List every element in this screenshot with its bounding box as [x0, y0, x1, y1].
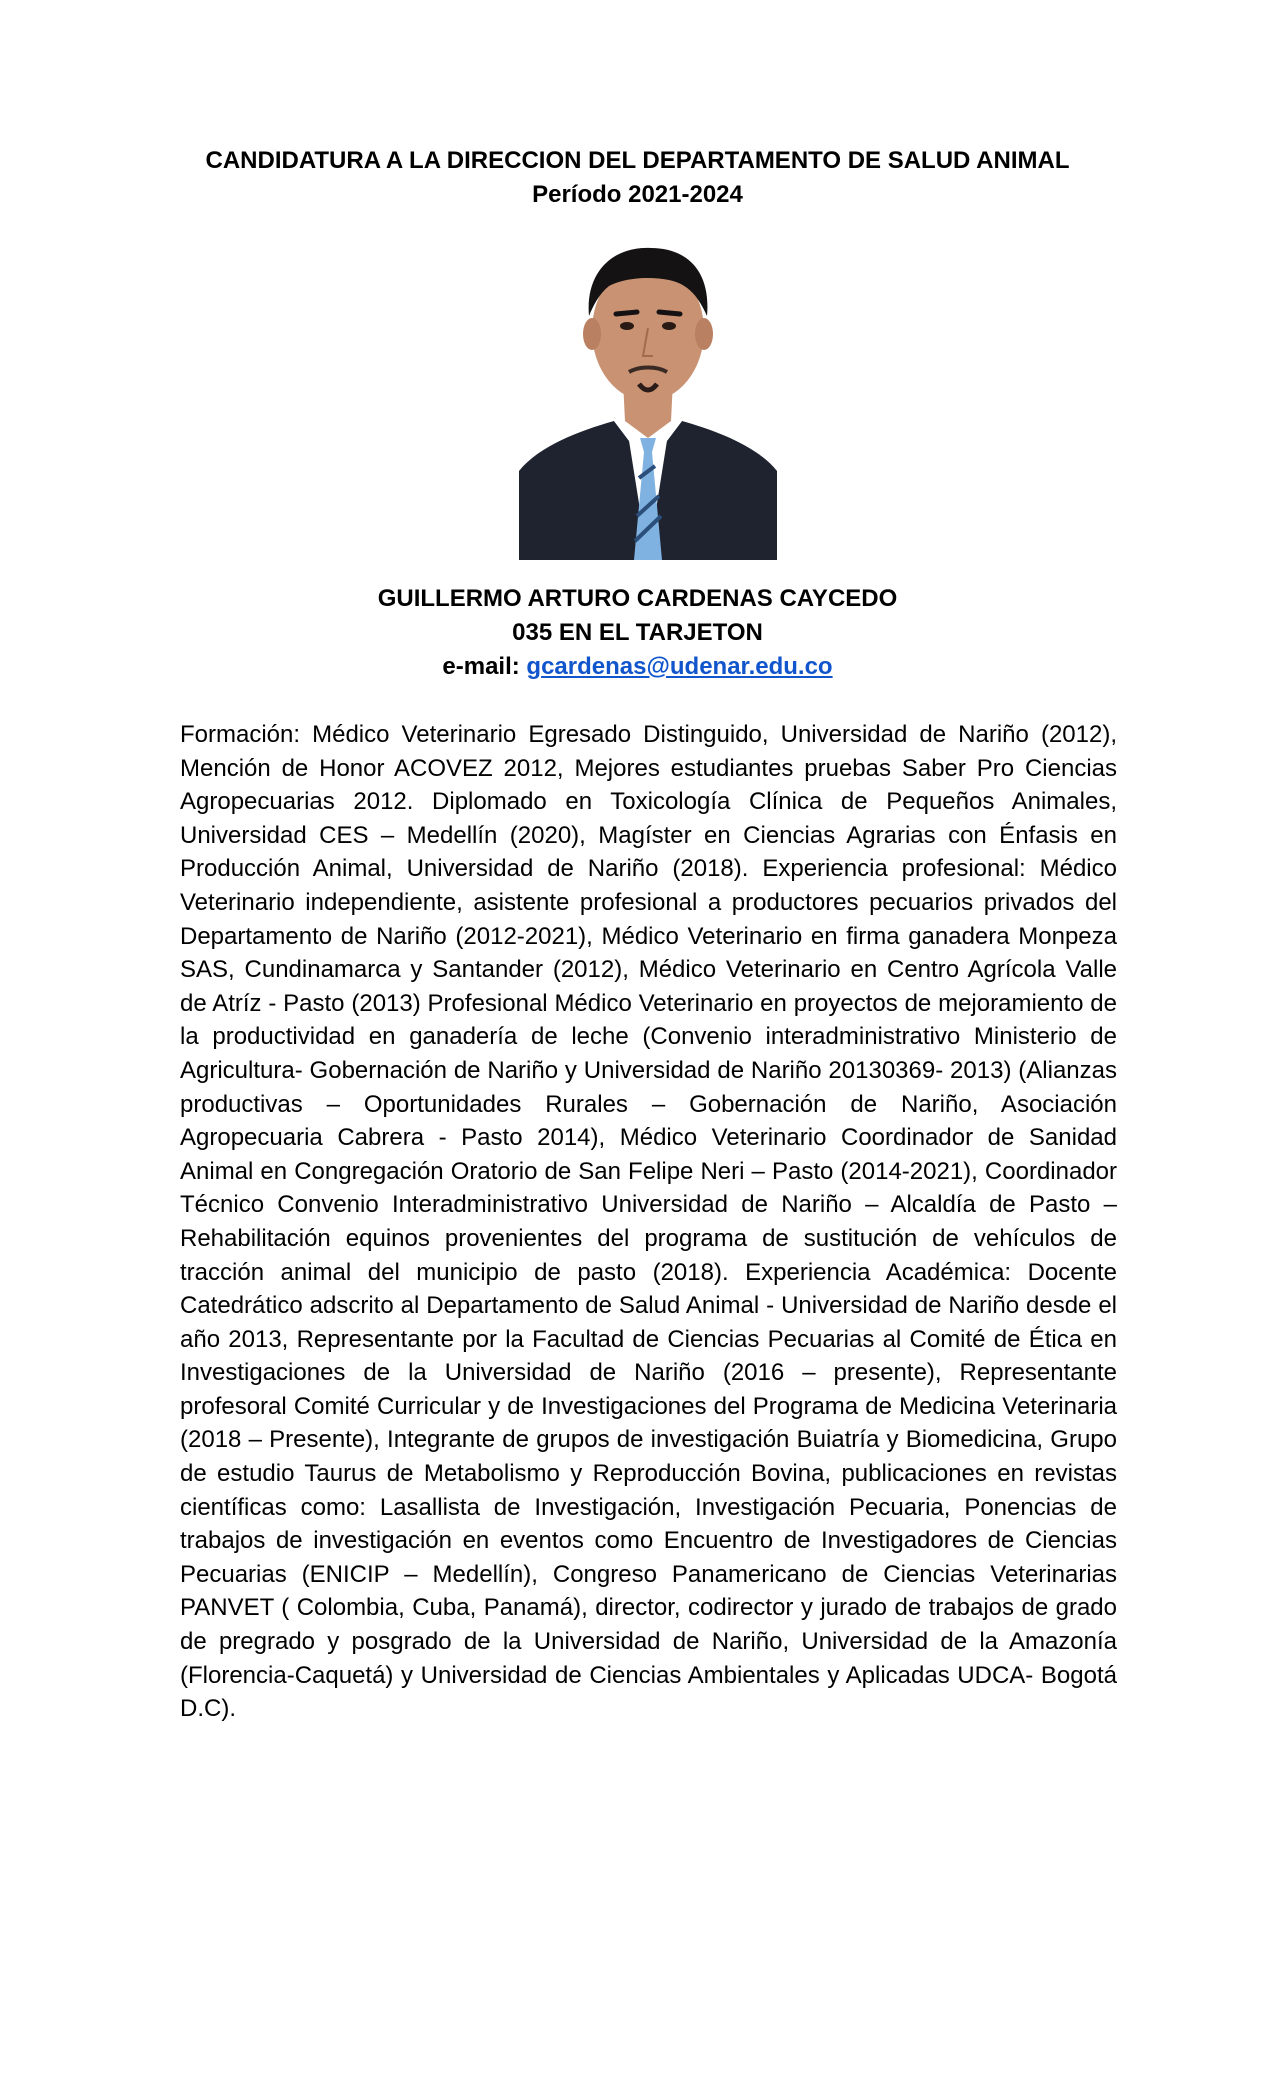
email-link[interactable]: gcardenas@udenar.edu.co — [526, 653, 833, 680]
candidate-portrait-illustration — [519, 216, 777, 560]
email-line — [0, 652, 1275, 682]
email-label: e-mail: — [442, 653, 520, 680]
document-period: Período 2021-2024 — [532, 181, 743, 208]
candidate-name: GUILLERMO ARTURO CARDENAS CAYCEDO — [377, 585, 898, 612]
candidate-bio: Formación: Médico Veterinario Egresado Distinguido, Universidad de Nariño (2012), Mención de Honor ACOVEZ 2012, Mejores estudiantes pruebas Saber Pro Ciencias Agropecuarias 2012. Diplomado en Toxicología Clínica de Pequeños Animales, Universidad CES – Medellín (2020), Magíster en Ciencias Agrarias con Énfasis en Producción Animal, Universidad de Nariño (2018). Experiencia profesional: Médico Veterinario independiente, asistente profesional a productores pecuarios privados del Departamento de Nariño (2012-2021), Médico Veterinario en firma ganadera Monpeza SAS, Cundinamarca y Santander (2012), Médico Veterinario en Centro Agrícola Valle de Atríz - Pasto (2013) Profesional Médico Veterinario en proyectos de mejoramiento de la productividad en ganadería de leche (Convenio interadministrativo Ministerio de Agricultura- Gobernación de Nariño y Universidad de Nariño 20130369- 2013) (Alianzas productivas – Oportunidades Rurales – Gobernación de Nariño, Asociación Agropecuaria Cabrera - Pasto 2014), Médico Veterinario Coordinador de Sanidad Animal en Congregación Oratorio de San Felipe Neri – Pasto (2014-2021), Coordinador Técnico Convenio Interadministrativo Universidad de Nariño – Alcaldía de Pasto – Rehabilitación equinos provenientes del programa de sustitución de vehículos de tracción animal del municipio de pasto (2018). Experiencia Académica: Docente Catedrático adscrito al Departamento de Salud Animal - Universidad de Nariño desde el año 2013, Representante por la Facultad de Ciencias Pecuarias al Comité de Ética en Investigaciones de la Universidad de Nariño (2016 – presente), Representante profesoral Comité Curricular y de Investigaciones del Programa de Medicina Veterinaria (2018 – Presente), Integrante de grupos de investigación Buiatría y Biomedicina, Grupo de estudio Taurus de Metabolismo y Reproducción Bovina, publicaciones en revistas científicas como: Lasallista de Investigación, Investigación Pecuaria, Ponencias de trabajos de investigación en eventos como Encuentro de Investigadores de Ciencias Pecuarias (ENICIP – Medellín), Congreso Panamericano de Ciencias Veterinarias PANVET ( Colombia, Cuba, Panamá), director, codirector y jurado de trabajos de grado de pregrado y posgrado de la Universidad de Nariño, Universidad de la Amazonía (Florencia-Caquetá) y Universidad de Ciencias Ambientales y Aplicadas UDCA- Bogotá D.C). — [180, 721, 1117, 1723]
document-title: CANDIDATURA A LA DIRECCION DEL DEPARTAMENTO DE SALUD ANIMAL — [205, 147, 1070, 174]
candidate-photo — [519, 216, 777, 560]
ballot-number: 035 EN EL TARJETON — [512, 619, 763, 646]
